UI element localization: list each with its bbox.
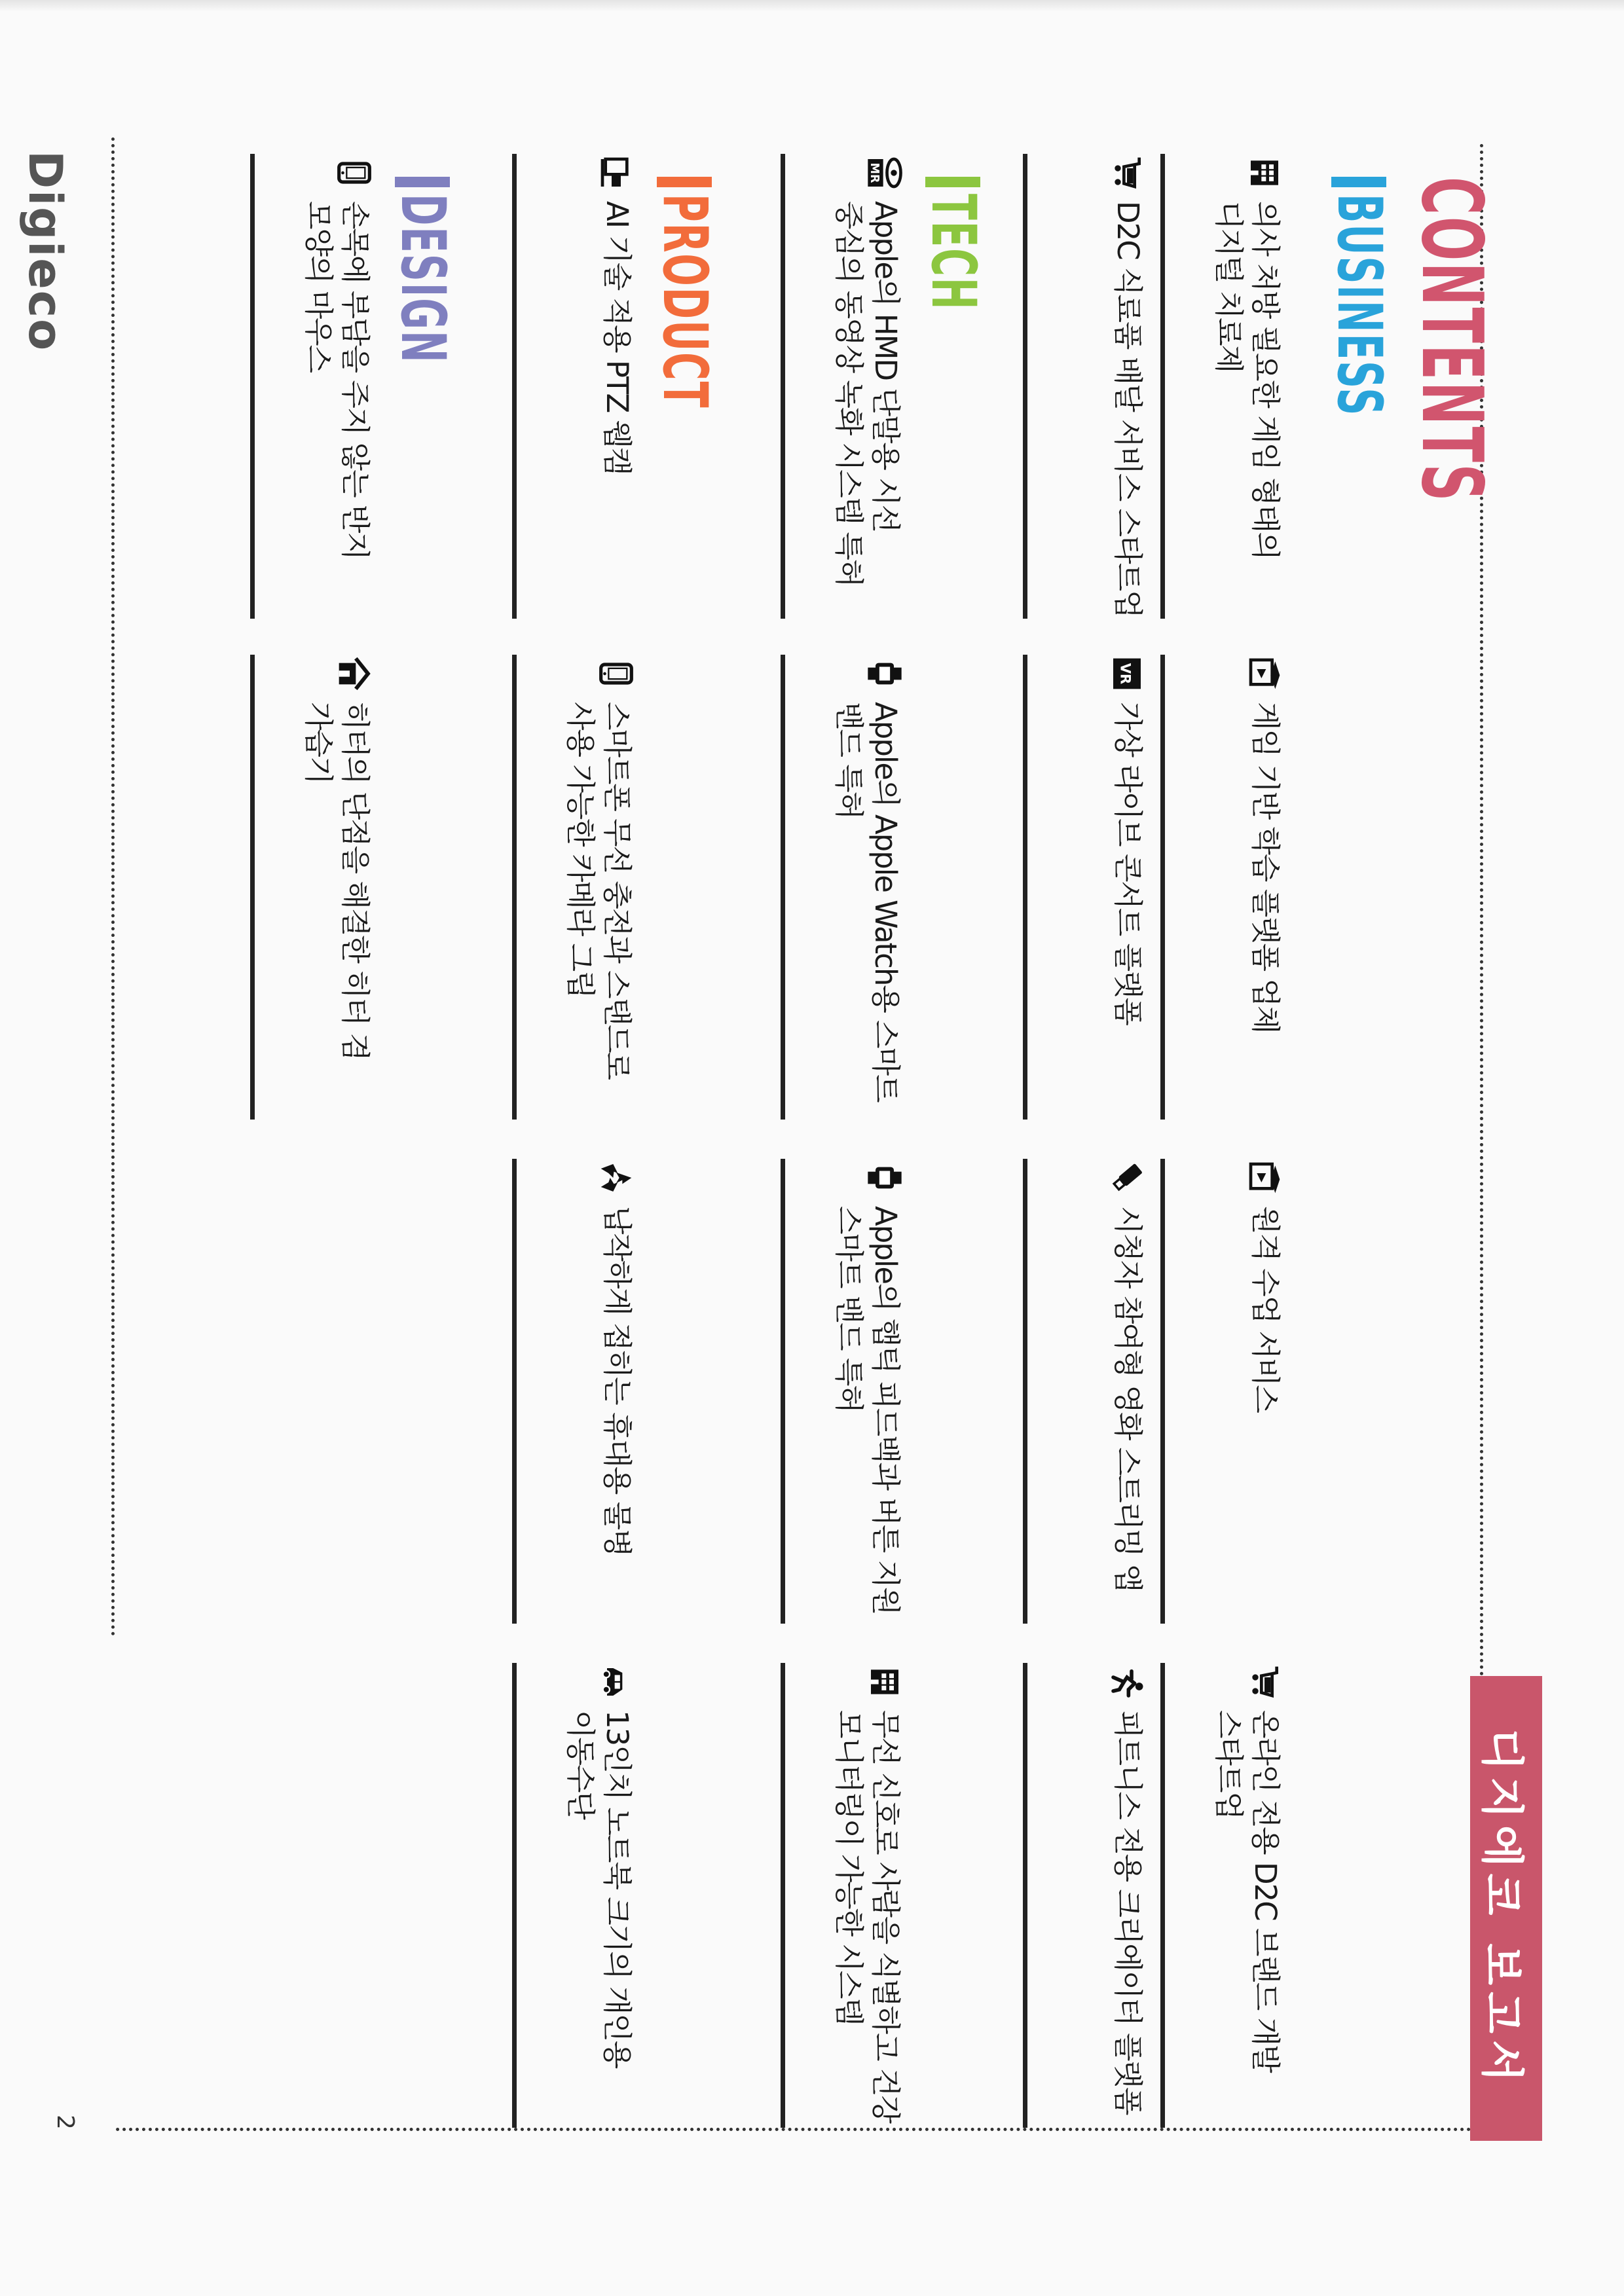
item-divider	[1160, 1159, 1165, 1624]
content-item[interactable]	[786, 154, 904, 619]
content-item[interactable]	[1166, 154, 1283, 619]
usb-stick-icon	[1108, 1159, 1146, 1197]
item-divider	[250, 655, 255, 1120]
content-item[interactable]	[517, 655, 635, 1120]
content-item[interactable]	[255, 154, 373, 619]
runner-icon	[1108, 1663, 1146, 1701]
item-divider	[1160, 154, 1165, 619]
item-divider	[512, 1663, 517, 2128]
section-header	[387, 177, 458, 468]
item-divider	[1160, 655, 1165, 1120]
car-icon	[597, 1663, 635, 1701]
item-divider	[781, 1159, 785, 1624]
house-icon	[335, 655, 373, 693]
content-item[interactable]	[517, 1159, 635, 1624]
item-divider	[250, 154, 255, 619]
item-title: D2C 식료품 배달 서비스 스타트업	[1111, 201, 1145, 617]
content-item[interactable]	[517, 154, 635, 619]
page-number: 2	[52, 2115, 79, 2130]
content-item[interactable]	[517, 1663, 635, 2128]
item-title: 납작하게 접히는 휴대용 물병	[600, 1206, 635, 1556]
brand-logo: Digieco	[18, 151, 72, 352]
section-accent-bar	[657, 177, 712, 187]
section-accent-bar	[925, 177, 980, 187]
content-row	[1028, 0, 1146, 2296]
svg-text:VR: VR	[1117, 663, 1134, 685]
section-title-product: PRODUCT	[649, 194, 720, 409]
section-header	[917, 177, 989, 382]
item-title: 피트니스 전용 크리에이터 플랫폼	[1111, 1710, 1145, 2115]
smartphone-icon	[597, 655, 635, 693]
item-divider	[1023, 154, 1027, 619]
section-header	[649, 177, 720, 541]
item-title: 히터의 단점을 해결한 히터 겸 가습기	[301, 702, 373, 1060]
item-title: 손목에 부담을 주지 않는 반지 모양의 마우스	[301, 201, 373, 559]
vr-icon	[1108, 655, 1146, 693]
item-title: 원격 수업 서비스	[1248, 1206, 1283, 1412]
content-item[interactable]	[786, 1663, 904, 2128]
item-divider	[1160, 1663, 1165, 2128]
graduation-screen-icon	[1246, 655, 1283, 693]
delivery-cart-icon	[1246, 1663, 1283, 1701]
item-title: Apple의 햅틱 피드백과 버튼 지원 스마트 밴드 특허	[832, 1206, 903, 1614]
content-item[interactable]	[1166, 1159, 1283, 1624]
item-title: 온라인 전용 D2C 브랜드 개발 스타트업	[1211, 1710, 1283, 2072]
svg-text:MR: MR	[868, 162, 881, 183]
smartwatch-icon	[866, 1159, 904, 1197]
item-title: AI 기술 적용 PTZ 웹캠	[600, 201, 635, 475]
content-row	[517, 0, 635, 2296]
eye-mr-icon	[866, 154, 904, 192]
item-divider	[781, 655, 785, 1120]
building-icon	[1246, 154, 1283, 192]
item-title: 무선 신호로 사람을 식별하고 건강 모니터링이 가능한 시스템	[832, 1710, 903, 2123]
item-title: 시청자 참여형 영화 스트리밍 앱	[1111, 1206, 1145, 1592]
content-item[interactable]	[1028, 1159, 1146, 1624]
dotted-border-bottom	[111, 137, 115, 1637]
item-divider	[1023, 1159, 1027, 1624]
graduation-screen-icon	[1246, 1159, 1283, 1197]
content-item[interactable]	[786, 1159, 904, 1624]
item-divider	[512, 655, 517, 1120]
section-header	[1323, 177, 1395, 553]
building-icon	[866, 1663, 904, 1701]
content-item[interactable]	[1166, 655, 1283, 1120]
recycle-icon	[597, 1159, 635, 1197]
item-title: 스마트폰 무선 충전과 스탠드로 사용 가능한 카메라 그립	[563, 702, 635, 1080]
section-accent-bar	[1331, 177, 1386, 187]
content-row	[1166, 0, 1283, 2296]
item-divider	[512, 154, 517, 619]
item-divider	[781, 1663, 785, 2128]
item-title: Apple의 Apple Watch용 스마트 밴드 특허	[832, 702, 903, 1102]
content-row	[786, 0, 904, 2296]
item-divider	[781, 154, 785, 619]
section-title-design: DESIGN	[387, 194, 458, 364]
section-title-business: BUSINESS	[1323, 194, 1395, 417]
content-item[interactable]	[786, 655, 904, 1120]
item-divider	[1023, 1663, 1027, 2128]
content-item[interactable]	[1028, 655, 1146, 1120]
content-item[interactable]	[1028, 1663, 1146, 2128]
smartphone-icon	[335, 154, 373, 192]
item-title: 가상 라이브 콘서트 플랫폼	[1111, 702, 1145, 1025]
content-row	[255, 0, 373, 2296]
content-item[interactable]	[255, 655, 373, 1120]
delivery-cart-icon	[1108, 154, 1146, 192]
item-title: 의사 처방 필요한 게임 형태의 디지털 치료제	[1211, 201, 1283, 559]
item-title: 게임 기반 학습 플랫폼 업체	[1248, 702, 1283, 1033]
item-divider	[512, 1159, 517, 1624]
item-divider	[1023, 655, 1027, 1120]
smartwatch-icon	[866, 655, 904, 693]
page-title: CONTENTS	[1403, 177, 1500, 503]
content-item[interactable]	[1028, 154, 1146, 619]
content-item[interactable]	[1166, 1663, 1283, 2128]
ptz-camera-icon	[597, 154, 635, 192]
section-accent-bar	[395, 177, 450, 187]
report-badge: 디지에코 보고서	[1470, 1676, 1542, 2141]
item-title: 13인치 노트북 크기의 개인용 이동수단	[563, 1710, 635, 2068]
item-title: Apple의 HMD 단말용 시선 중심의 동영상 녹화 시스템 특허	[832, 201, 903, 587]
section-title-tech: TECH	[917, 194, 989, 311]
